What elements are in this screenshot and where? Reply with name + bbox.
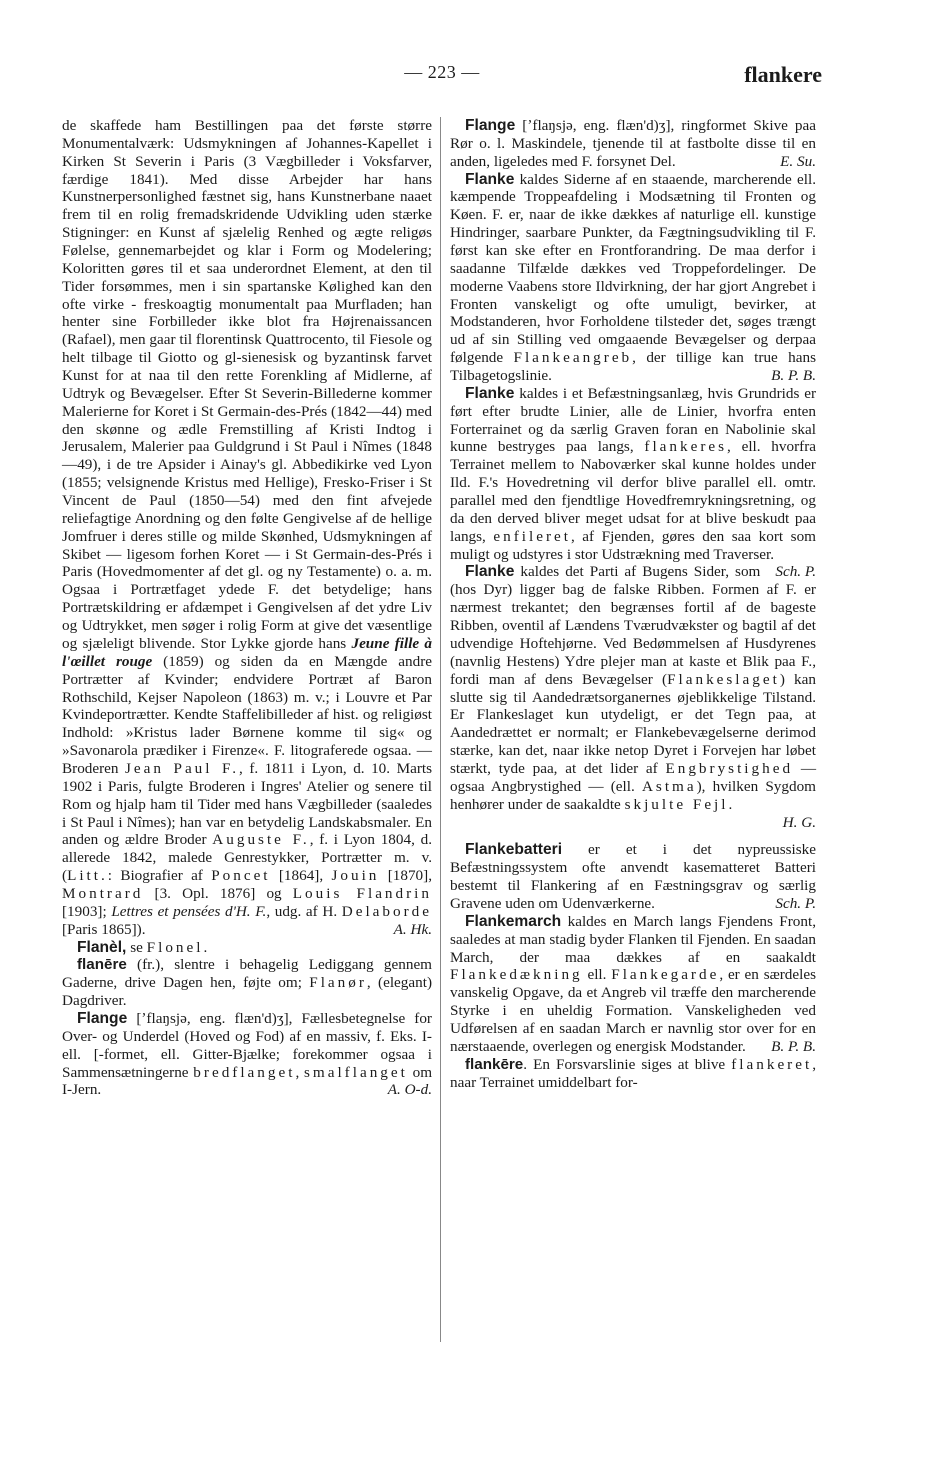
compound-term: bredflanget (193, 1063, 296, 1081)
running-head: flankere (744, 62, 822, 87)
work-title: Jeune fille à l'œillet rouge (62, 634, 432, 670)
cross-reference: Flankegarde (611, 966, 720, 984)
cross-reference: flankeres (644, 438, 728, 456)
entry-flanel: Flanèl, se Flonel. (77, 938, 208, 956)
work-title: Lettres et pensées d'H. F. (111, 902, 267, 920)
cross-reference: Flankeangreb (513, 349, 633, 367)
cross-reference: Flankedækning (450, 966, 583, 984)
headword: Flankebatteri (465, 841, 563, 859)
headword: Flange (465, 117, 516, 134)
cross-reference: Engbrystighed (665, 759, 794, 777)
cross-reference: Astma (641, 777, 697, 795)
person-name: Jean Paul F. (125, 759, 240, 777)
left-column (62, 117, 432, 1099)
author-name: Delaborde (341, 902, 432, 920)
literature-label: Litt. (67, 867, 108, 885)
page-number: — 223 — (404, 62, 480, 82)
author-name: Jouin (331, 867, 380, 885)
author-signature: Sch. P. (775, 563, 816, 581)
entry-flanke-fortification: Flanke kaldes i et Befæstningsanlæg, hvis Grundrids er ført efter brudte Linier, alle de Linier, hvorfra enten Forterrainet og da særlig Graven foran en Nabolinie skal kunne bestryges paa langs, flankeres, ell. hvorfra Terrainet mellem to Naboværker skal kunne holdes under Ild. F.'s Hovedretning vil derfor blive parallel ell. omtr. parallel med den fjendtlige Hovedfremrykningsretning, og da den derved bliver meget udsat for at blive beskudt paa langs, enfileret, af Fjenden, gøres den saa kort som muligt og udstyres i stor Udstrækning med Traverser. Sch. P. (450, 384, 816, 581)
entry-flange-right: Flange [ʼflaŋsjə, eng. flæn'd)ʒ], ringformet Skive paa Rør o. l. Maskindele, tjenende til at fastbolte disse til en anden, ligeledes med F. forsynet Del. E. Su. (450, 117, 816, 170)
headword: flankēre (465, 1055, 524, 1073)
author-name: Montrard (62, 884, 144, 902)
entry-flanke-anatomy: Flanke kaldes det Parti af Bugens Sider, som (hos Dyr) ligger bag de falske Ribben. Formen af F. er nærmest trekantet; den begrænses fortil af de bageste Ribben, oventil af Lændens Tværudvækster og bagtil af det udvendige Hoftehjørne. Ved Bedømmelsen af Husdyrenes (navnlig Hestens) Ydre plejer man at kaste et Blik paa F., fordi man af dens Bevægelser (Flankeslaget) kan slutte sig til Aandedrætsorganernes øjeblikkelige Tilstand. Er Flankeslaget kun utydeligt, er det Tegn paa, at Aandedrættet er normalt; er Flankebevægelserne derimod stærke, kan det, naar ikke netop Dyret i Forvejen har løbet stærkt, tyde paa, at det lider af Engbrystighed — ogsaa Angbrystighed — (ell. Astma), hvilken Sygdom henhører under de saakaldte skjulte Fejl. H. G. (450, 563, 816, 831)
entry-flandrin-continuation: de skaffede ham Bestillingen paa det første større Monumentalværk: Udsmykningen af Johannes-Kapellet i Kirken St Severin i Paris (3 Vægbilleder i Voksfarver, færdige 1841). Med disse Arbejder har hans Kunstnerpersonlighed fæstnet sig, hans Kunstnerbane naaet frem til en rolig fremadskridende Udvikling uden stærke Stigninger: en Kunst af sjælelig Renhed og ægte religøs Følelse, gennemarbejdet og klar i Form og Modelering; Koloritten gøres til et saa underordnet Element, at den til Tider forsømmes, men i sin spartanske Kølighed kan den ofte virke - freskoagtig monumentalt paa Murfladen; han henter sine Forbilleder ikke blot fra Højrenaissancen (Rafael), men gaar til florentinsk Quattrocento, til Fiesole og helt tilbage til Giotto og gl-sienesisk og byzantinsk farvet Kunst for at naa til den rette Forenkling af Midlerne, af Udtryk og Bevægelser. Efter St Severin-Billederne kommer Malerierne for Koret i St Germain-des-Prés (1842—44) med den skønne og ædle Fremstilling af Kristi Indtog i Jerusalem, Malerier paa Guldgrund i St Paul i Nîmes (1848—49), i de tre Apsider i Ainay's gl. Abbedikirke ved Lyon (1855; velsignende Kristus med Hellige), Fresko-Friser i St Vincent de Paul (1850—54) med den fint afvejede reliefagtige Anordning og den følte Gengivelse af de hellige Jomfruer i deres stille og milde Skønhed, Udsmykningen af Skibet — ligesom forhen Koret — i St Germain-des-Prés i Paris (Hovedmomenter af det gl. og ny Testamente) o. a. m. Ogsaa i Portrætfaget ydede F. det betydelige; hans Portrætskildring er afdæmpet i Gengivelsen af det ydre Liv og Udtrykket, men søger i rolig Form at give det væsentlige og sjæleligt blivende. Stor Lykke gjorde hans Jeune fille à l'œillet rouge (1859) og siden da en Mængde andre Portrætter af Kvinder; endvidere Portræt af Baron Rothschild, Kejser Napoleon (1863) m. v.; i Louvre et Par Kvindeportrætter. Kendte Staffelibilleder af hist. og religiøst Indhold: »Kristus lader Børnene komme til sig« og »Savonarola prædiker i Firenze«. F. litograferede ogsaa. — Broderen Jean Paul F., f. 1811 i Lyon, d. 10. Marts 1902 i Paris, fulgte Broderen i Ingres' Atelier og senere til Rom og hjalp ham til Tider med hans Vægbilleder (saaledes i St Paul i Nîmes); han var en betydelig Landskabsmaler. En anden og ældre Broder Auguste F., f. i Lyon 1804, d. allerede 1842, malede Genrestykker, Portrætter m. v. (Litt.: Biografier af Poncet [1864], Jouin [1870], Montrard [3. Opl. 1876] og Louis Flandrin [1903]; Lettres et pensées d'H. F., udg. af H. Delaborde [Paris 1865]). A. Hk. (62, 117, 433, 938)
cross-reference: enfileret (493, 527, 571, 545)
cross-reference: flankeret (731, 1055, 813, 1073)
headword: Flanke (465, 170, 515, 188)
headword: Flanèl, (77, 938, 127, 956)
person-name: Auguste F. (212, 831, 310, 849)
cross-reference: skjulte Fejl (624, 795, 729, 813)
right-column (450, 117, 816, 1091)
author-name: Louis Flandrin (292, 884, 432, 902)
headword: Flanke (465, 563, 515, 581)
cross-reference: Flanør (309, 974, 367, 992)
headword: Flange (77, 1009, 128, 1027)
author-signature: B. P. B. (771, 367, 816, 385)
headword: flanēre (77, 956, 127, 974)
entry-flanke-military: Flanke kaldes Siderne af en staaende, marcherende ell. kæmpende Troppeafdeling i Modsætning til Fronten og Køen. F. er, naar de ikke dækkes af naturlige ell. kunstige Hindringer, saarbare Punkter, da Fægtningsudvikling til F. først kan ske efter en Frontforandring. De maa derfor i saadanne Tilfælde dækkes ved Troppefordelinger. De moderne Vaabens store Ildvirkning, der har gjort Angrebet i Fronten vanskeligt og ofte umuligt, bevirker, at Modstanderen, hvor Forholdene tilsteder det, søges trængt ud af sin Stilling ved omgaaende Bevægelser og derpaa følgende Flankeangreb, der tillige kan true hans Tilbagetogslinie. B. P. B. (450, 170, 816, 385)
headword: Flankemarch (465, 912, 562, 930)
entry-flankere: flankēre. En Forsvarslinie siges at blive flankeret, naar Terrainet umiddelbart for- (450, 1055, 816, 1091)
headword: Flanke (465, 384, 515, 402)
author-signature: Sch. P. (775, 894, 816, 912)
author-signature: E. Su. (780, 152, 816, 170)
cross-reference: Flankeslaget (667, 670, 780, 688)
author-signature: H. G. (782, 813, 816, 831)
entry-flankemarch: Flankemarch kaldes en March langs Fjendens Front, saaledes at man stadig byder Flanken til Fjenden. En saadan March, der maa dækkes af en saakaldt Flankedækning ell. Flankegarde, er en særdeles vanskelig Opgave, da et Angreb vil træffe den marcherende Styrke i en uheldig Formation. Vanskeligheden ved Udførelsen af en saadan March er navnlig stor over for en nærstaaende, overlegen og energisk Modstander. B. P. B. (450, 912, 816, 1055)
author-signature: A. O-d. (387, 1081, 432, 1099)
author-name: Poncet (211, 867, 271, 885)
compound-term: smalflanget (304, 1063, 408, 1081)
entry-flanere: flanēre (fr.), slentre i behagelig Lediggang gennem Gaderne, drive Dagen hen, føjte om; Flanør, (elegant) Dagdriver. (62, 956, 432, 1010)
cross-reference: Flonel (146, 938, 204, 956)
column-divider (440, 117, 441, 1342)
entry-flange-left: Flange [ʼflaŋsjə, eng. flæn'd)ʒ], Fællesbetegnelse for Over- og Underdel (Hoved og Fod) af en massiv, f. Eks. I- ell. [-formet, ell. Gitter-Bjælke; forekommer ogsaa i Sammensætningerne bredflanget, smalflanget om I-Jern. A. O-d. (62, 1009, 433, 1099)
entry-flankebatteri: Flankebatteri er et i det nypreussiske Befæstningssystem ofte anvendt kasematteret Batteri bestemt til Flankering af en Fæstningsgrav og særlig Gravene uden om Udenværkerne. Sch. P. (450, 841, 816, 912)
author-signature: A. Hk. (393, 920, 432, 938)
author-signature: B. P. B. (771, 1037, 816, 1055)
